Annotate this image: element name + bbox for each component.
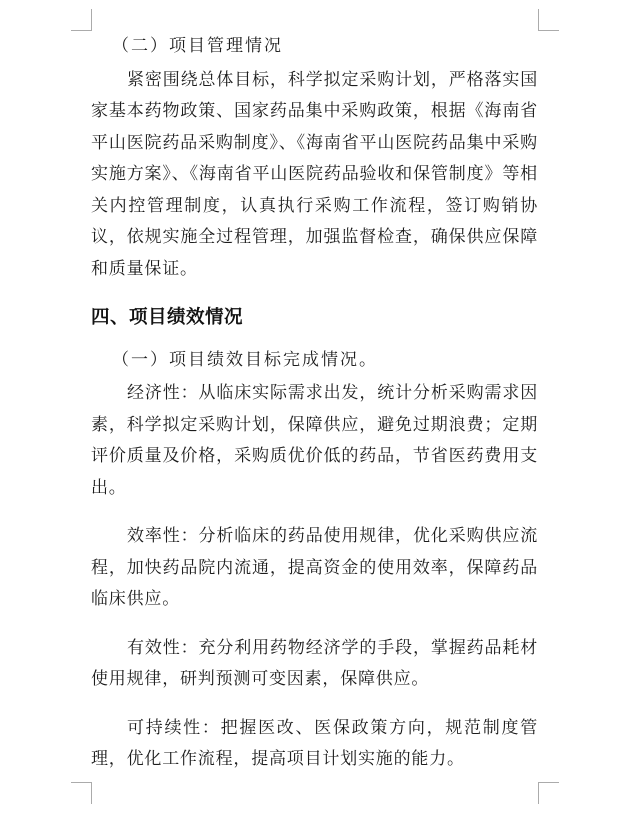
- text-boundary-mark-bottom-left: [71, 782, 92, 804]
- paragraph-effectiveness: 有效性：充分利用药物经济学的手段，掌握药品耗材使用规律，研判预测可变因素，保障供应。: [91, 637, 538, 688]
- text-boundary-mark-bottom-right: [538, 782, 559, 804]
- subsection-heading-project-management: （二）项目管理情况: [112, 36, 283, 55]
- text-boundary-mark-top-right: [538, 9, 559, 31]
- section-heading-project-performance: 四、项目绩效情况: [91, 306, 244, 327]
- text-boundary-mark-top-left: [71, 9, 92, 31]
- document-content: [91, 30, 538, 775]
- paragraph-efficiency: 效率性：分析临床的药品使用规律，优化采购供应流程，加快药品院内流通，提高资金的使用效率，保障药品临床供应。: [91, 526, 538, 608]
- paragraph-sustainability: 可持续性：把握医改、医保政策方向，规范制度管理，优化工作流程，提高项目计划实施的能力。: [91, 717, 538, 768]
- subsection-heading-performance-goals: （一）项目绩效目标完成情况。: [112, 349, 378, 369]
- paragraph-project-management: 紧密围绕总体目标，科学拟定采购计划，严格落实国家基本药物政策、国家药品集中采购政策，根据《海南省平山医院药品采购制度》、《海南省平山医院药品集中采购实施方案》、《海南省平山医院药品验收和保管制度》等相关内控管理制度，认真执行采购工作流程，签订购销协议，依规实施全过程管理，加强监督检查，确保供应保障和质量保证。: [91, 69, 538, 278]
- paragraph-economy: 经济性：从临床实际需求出发，统计分析采购需求因素，科学拟定采购计划，保障供应，避免过期浪费；定期评价质量及价格，采购质优价低的药品，节省医药费用支出。: [91, 383, 538, 497]
